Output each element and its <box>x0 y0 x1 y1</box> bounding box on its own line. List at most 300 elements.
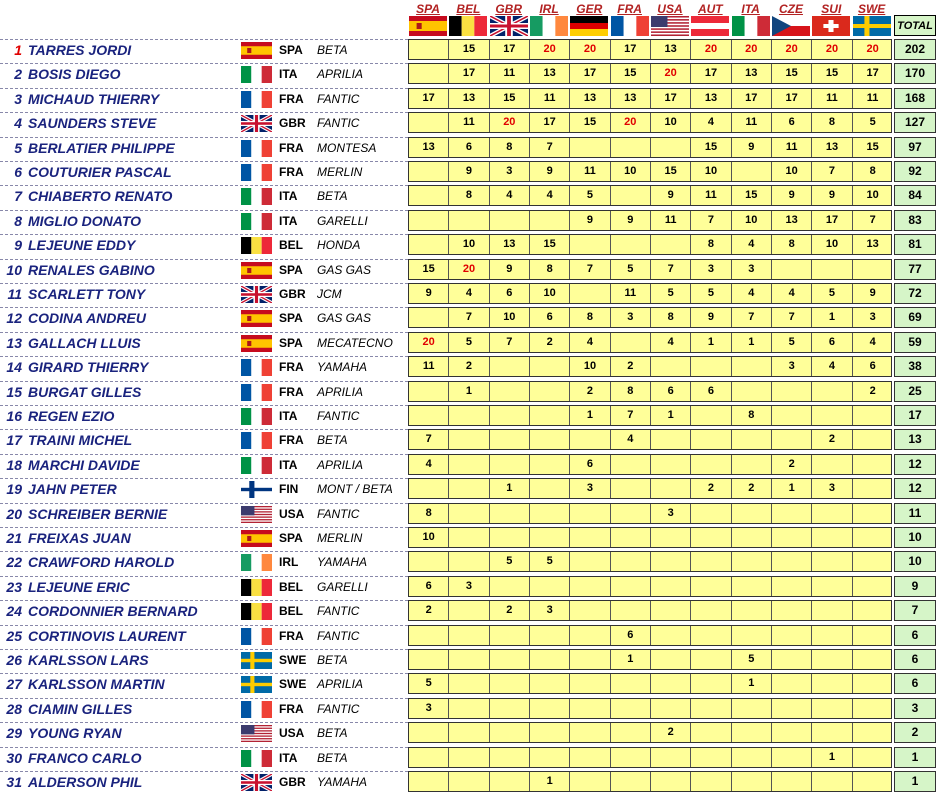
score-cell-ger <box>570 528 610 547</box>
round-label-cze: CZE <box>778 2 803 16</box>
total-cell: 81 <box>894 234 936 255</box>
score-cell-bel: 7 <box>449 308 489 327</box>
score-cell-cze <box>772 772 812 791</box>
spain-flag <box>241 262 272 279</box>
row-divider <box>0 259 408 260</box>
score-cell-usa: 8 <box>651 308 691 327</box>
score-cell-fra: 11 <box>611 284 651 303</box>
score-cell-aut: 10 <box>691 162 731 181</box>
rider-bike: APRILIA <box>317 457 364 472</box>
score-cells <box>408 88 892 109</box>
rider-nation: GBR <box>279 116 306 131</box>
score-cell-swe <box>853 455 893 474</box>
score-cell-usa <box>651 528 691 547</box>
score-cell-gbr <box>490 406 530 425</box>
score-cell-irl: 1 <box>530 772 570 791</box>
score-cell-spa <box>409 479 449 498</box>
score-cell-sui <box>812 455 852 474</box>
score-cell-usa <box>651 699 691 718</box>
total-cell: 127 <box>894 112 936 133</box>
row-divider <box>0 771 408 772</box>
score-cell-ger <box>570 577 610 596</box>
score-cell-ger <box>570 235 610 254</box>
score-cell-irl: 2 <box>530 333 570 352</box>
score-cell-irl: 4 <box>530 186 570 205</box>
rider-nation: ITA <box>279 750 298 765</box>
sweden-flag <box>241 676 272 693</box>
rider-nation: ITA <box>279 213 298 228</box>
score-cell-bel: 3 <box>449 577 489 596</box>
score-cell-bel <box>449 699 489 718</box>
score-cell-cze: 4 <box>772 284 812 303</box>
score-cell-aut <box>691 357 731 376</box>
score-cell-cze: 2 <box>772 455 812 474</box>
score-cell-ita: 1 <box>732 674 772 693</box>
score-cell-ita <box>732 748 772 767</box>
row-divider <box>0 503 408 504</box>
score-cell-bel <box>449 455 489 474</box>
rider-bike: APRILIA <box>317 677 364 692</box>
score-cell-usa: 3 <box>651 504 691 523</box>
row-divider <box>0 673 408 674</box>
score-cell-cze: 5 <box>772 333 812 352</box>
score-cell-swe: 3 <box>869 311 876 324</box>
rider-nation: FRA <box>279 360 304 375</box>
score-cell-fra: 10 <box>611 162 651 181</box>
score-cell-cze <box>772 406 812 425</box>
score-cell-ita <box>732 382 772 401</box>
score-cell-aut <box>691 406 731 425</box>
rider-position: 16 <box>6 408 22 424</box>
rider-bike: GAS GAS <box>317 262 372 277</box>
score-cell-bel <box>449 552 489 571</box>
score-cell-ita <box>732 626 772 645</box>
score-cell-ita <box>732 601 772 620</box>
rider-nation: SPA <box>279 335 303 350</box>
score-cell-irl: 11 <box>530 89 570 108</box>
score-cell-ita <box>732 430 772 449</box>
score-cell-usa: 9 <box>651 186 691 205</box>
row-divider <box>0 283 408 284</box>
score-cell-fra: 20 <box>611 113 651 132</box>
score-cell-ger: 2 <box>570 382 610 401</box>
score-cell-ger <box>570 772 610 791</box>
score-cell-gbr <box>490 772 530 791</box>
score-cell-ita <box>732 699 772 718</box>
score-cell-spa: 2 <box>409 601 449 620</box>
total-cell: 10 <box>894 527 936 548</box>
total-cell: 84 <box>894 185 936 206</box>
score-cell-aut: 8 <box>691 235 731 254</box>
round-label-spa: SPA <box>416 2 440 16</box>
score-cell-spa: 15 <box>409 260 449 279</box>
rider-bike: APRILIA <box>317 67 364 82</box>
score-cells <box>408 356 892 377</box>
row-divider <box>0 39 408 40</box>
score-cell-usa: 13 <box>651 40 691 59</box>
score-cell-swe: 4 <box>869 335 876 348</box>
score-cell-ger: 1 <box>570 406 610 425</box>
score-cell-bel <box>449 748 489 767</box>
score-cell-cze <box>772 260 812 279</box>
rider-position: 15 <box>6 383 22 400</box>
score-cell-irl: 8 <box>530 260 570 279</box>
score-cell-swe: 7 <box>869 213 876 226</box>
score-cell-ita: 11 <box>732 113 772 132</box>
score-cell-sui: 20 <box>812 40 852 59</box>
round-label-sui: SUI <box>821 2 842 16</box>
score-cell-swe <box>853 674 893 693</box>
score-cell-aut <box>691 528 731 547</box>
score-cell-gbr: 17 <box>490 40 530 59</box>
score-cell-sui <box>812 260 852 279</box>
score-cell-swe: 8 <box>869 165 876 177</box>
rider-position: 24 <box>6 603 22 620</box>
usa-flag <box>651 16 689 36</box>
score-cells <box>408 332 892 353</box>
score-cells <box>408 429 892 450</box>
rider-position: 6 <box>14 164 22 180</box>
score-cell-fra: 3 <box>611 308 651 327</box>
score-cell-fra: 7 <box>611 406 651 425</box>
score-cell-ita <box>732 528 772 547</box>
score-cell-spa <box>409 723 449 742</box>
score-cell-usa: 20 <box>651 64 691 83</box>
score-cell-aut <box>691 430 731 449</box>
score-cell-gbr <box>490 723 530 742</box>
score-cell-ger <box>570 284 610 303</box>
rider-name: BERLATIER PHILIPPE <box>28 139 175 156</box>
score-cell-aut <box>691 455 731 474</box>
rider-nation: BEL <box>279 579 303 594</box>
score-cell-ita <box>732 723 772 742</box>
rider-position: 4 <box>14 115 22 132</box>
score-cells <box>408 39 892 60</box>
rider-position: 11 <box>7 286 22 302</box>
score-cells <box>408 185 892 206</box>
score-cell-usa <box>651 479 691 498</box>
rider-nation: USA <box>279 506 305 521</box>
score-cells <box>408 405 892 426</box>
score-cell-cze: 11 <box>772 138 812 157</box>
score-cell-spa <box>409 40 449 59</box>
total-cell: 1 <box>894 747 936 768</box>
score-cell-spa: 17 <box>409 89 449 108</box>
score-cell-ita <box>732 504 772 523</box>
rider-bike: FANTIC <box>317 116 360 131</box>
score-cells <box>408 63 892 84</box>
row-divider <box>0 112 408 113</box>
score-cell-fra <box>611 699 651 718</box>
score-cell-bel: 1 <box>449 382 489 401</box>
row-divider <box>0 625 408 626</box>
score-cell-ger: 20 <box>570 40 610 59</box>
rider-nation: SPA <box>279 311 303 326</box>
score-cell-cze <box>772 577 812 596</box>
score-cell-sui <box>812 528 852 547</box>
score-cell-cze <box>772 430 812 449</box>
score-cells <box>408 137 892 158</box>
row-divider <box>0 551 408 552</box>
score-cell-sui: 2 <box>812 430 852 449</box>
score-cell-fra: 2 <box>611 357 651 376</box>
score-cell-ger <box>570 723 610 742</box>
score-cell-ger: 3 <box>570 479 610 498</box>
score-cells <box>408 771 892 792</box>
score-cell-spa <box>409 235 449 254</box>
score-cell-irl <box>530 382 570 401</box>
score-cell-cze <box>772 528 812 547</box>
score-cell-spa: 10 <box>409 528 449 547</box>
score-cell-fra <box>611 138 651 157</box>
rider-nation: FIN <box>279 482 299 497</box>
score-cell-swe: 10 <box>866 189 879 202</box>
score-cell-gbr: 11 <box>490 64 530 83</box>
score-cell-cze: 20 <box>772 40 812 59</box>
score-cell-ger: 11 <box>570 162 610 181</box>
score-cell-spa <box>409 162 449 181</box>
score-cell-usa <box>651 601 691 620</box>
score-cell-ger: 9 <box>570 211 610 230</box>
score-cells <box>408 381 892 402</box>
rider-bike: YAMAHA <box>317 775 368 789</box>
total-cell: 7 <box>894 600 936 621</box>
score-cell-aut: 17 <box>691 64 731 83</box>
uk-flag <box>241 774 272 791</box>
score-cell-swe: 15 <box>866 140 879 153</box>
rider-name: GIRARD THIERRY <box>28 359 149 376</box>
row-divider <box>0 307 408 308</box>
row-divider <box>0 234 408 235</box>
score-cell-aut: 11 <box>691 186 731 205</box>
rider-position: 3 <box>14 90 22 107</box>
rider-bike: FANTIC <box>317 701 360 716</box>
score-cell-ita <box>732 162 772 181</box>
score-cell-fra <box>611 186 651 205</box>
score-cell-ita: 17 <box>732 89 772 108</box>
score-cell-irl: 3 <box>530 601 570 620</box>
rider-position: 31 <box>6 774 22 790</box>
score-cell-aut: 4 <box>691 113 731 132</box>
score-cell-sui <box>812 504 852 523</box>
rider-name: LEJEUNE EDDY <box>28 237 136 254</box>
uk-flag <box>241 286 272 303</box>
belgium-flag <box>241 237 272 254</box>
score-cell-spa <box>409 308 449 327</box>
score-cell-ger <box>570 650 610 669</box>
rider-position: 18 <box>6 456 22 473</box>
total-cell: 97 <box>894 137 936 158</box>
rider-position: 20 <box>6 505 22 522</box>
total-cell: 72 <box>894 283 936 304</box>
score-cell-fra: 8 <box>611 382 651 401</box>
score-cell-bel: 4 <box>449 284 489 303</box>
usa-flag <box>241 506 272 523</box>
score-cell-aut <box>691 772 731 791</box>
rider-nation: SWE <box>279 677 307 692</box>
score-cell-sui: 7 <box>812 162 852 181</box>
rider-bike: MERLIN <box>317 531 363 545</box>
italy-flag <box>241 66 272 83</box>
rider-nation: USA <box>279 726 305 741</box>
score-cell-spa: 13 <box>409 138 449 157</box>
score-cell-gbr: 13 <box>490 235 530 254</box>
score-cell-swe: 9 <box>869 287 876 299</box>
ireland-flag <box>530 16 568 36</box>
row-divider <box>0 600 408 601</box>
rider-bike: BETA <box>317 726 348 741</box>
score-cell-swe <box>853 406 893 425</box>
round-label-swe: SWE <box>857 2 886 16</box>
rider-name: KARLSSON LARS <box>28 652 149 668</box>
total-cell: 9 <box>894 576 936 597</box>
score-cell-usa <box>651 674 691 693</box>
total-cell: 2 <box>894 722 936 743</box>
rider-nation: SWE <box>279 653 307 667</box>
rider-position: 25 <box>6 627 22 644</box>
score-cell-sui <box>812 577 852 596</box>
score-cell-ita: 13 <box>732 64 772 83</box>
score-cell-sui: 5 <box>812 284 852 303</box>
score-cell-fra <box>611 528 651 547</box>
score-cell-spa: 8 <box>409 504 449 523</box>
row-divider <box>0 527 408 528</box>
total-cell: 12 <box>894 478 936 499</box>
score-cell-gbr <box>490 504 530 523</box>
row-divider <box>0 161 408 162</box>
row-divider <box>0 185 408 186</box>
rider-bike: MERLIN <box>317 165 363 179</box>
score-cell-spa: 7 <box>409 430 449 449</box>
rider-bike: BETA <box>317 653 348 667</box>
score-cell-irl: 15 <box>530 235 570 254</box>
rider-name: KARLSSON MARTIN <box>28 676 165 693</box>
score-cell-cze: 3 <box>772 357 812 376</box>
score-cell-aut: 13 <box>691 89 731 108</box>
rider-name: YOUNG RYAN <box>28 725 122 742</box>
score-cell-bel <box>449 504 489 523</box>
score-cell-cze: 6 <box>772 113 812 132</box>
score-cell-fra: 15 <box>611 64 651 83</box>
rider-nation: FRA <box>279 140 304 155</box>
score-cell-cze <box>772 626 812 645</box>
total-cell: 202 <box>894 39 936 60</box>
score-cell-ger <box>570 748 610 767</box>
row-divider <box>0 88 408 89</box>
score-cell-fra: 4 <box>611 430 651 449</box>
score-cell-ita: 9 <box>732 138 772 157</box>
score-cells <box>408 527 892 548</box>
score-cell-sui: 9 <box>812 186 852 205</box>
row-divider <box>0 478 408 479</box>
row-divider <box>0 747 408 748</box>
score-cell-aut: 1 <box>691 333 731 352</box>
score-cell-gbr: 9 <box>490 260 530 279</box>
total-cell: 77 <box>894 259 936 280</box>
rider-bike: GARELLI <box>317 213 368 228</box>
score-cells <box>408 600 892 621</box>
score-cell-irl <box>530 455 570 474</box>
italy-flag <box>241 750 272 767</box>
austria-flag <box>691 16 729 36</box>
score-cell-gbr: 5 <box>490 552 530 571</box>
score-cell-sui: 10 <box>812 235 852 254</box>
round-label-ita: ITA <box>741 2 760 16</box>
score-cell-irl <box>530 699 570 718</box>
rider-bike: YAMAHA <box>317 360 368 375</box>
rider-bike: MONTESA <box>317 140 377 155</box>
score-cell-aut <box>691 699 731 718</box>
round-label-usa: USA <box>657 2 683 16</box>
score-cell-ger: 8 <box>570 308 610 327</box>
score-cell-cze: 13 <box>772 211 812 230</box>
uk-flag <box>490 16 528 36</box>
score-cell-bel: 13 <box>449 89 489 108</box>
score-cell-irl <box>530 504 570 523</box>
score-cell-spa <box>409 626 449 645</box>
rider-name: LEJEUNE ERIC <box>28 578 130 595</box>
score-cell-irl <box>530 626 570 645</box>
score-cell-ger <box>570 504 610 523</box>
score-cell-swe <box>853 748 893 767</box>
score-cell-irl <box>530 528 570 547</box>
france-flag <box>241 359 272 376</box>
spain-flag <box>241 530 272 547</box>
score-cell-gbr <box>490 211 530 230</box>
score-cell-sui: 13 <box>812 138 852 157</box>
total-cell: 6 <box>894 625 936 646</box>
rider-bike: YAMAHA <box>317 555 368 570</box>
rider-nation: FRA <box>279 91 304 106</box>
score-cell-swe <box>853 504 893 523</box>
score-cell-fra <box>611 674 651 693</box>
score-cell-aut <box>691 577 731 596</box>
ireland-flag <box>241 554 272 571</box>
score-cell-gbr <box>490 430 530 449</box>
total-cell: 10 <box>894 551 936 572</box>
score-cells <box>408 307 892 328</box>
score-cell-usa <box>651 626 691 645</box>
score-cell-gbr <box>490 382 530 401</box>
score-cell-fra <box>611 601 651 620</box>
rider-bike: FANTIC <box>317 506 360 521</box>
score-cell-ita: 8 <box>732 406 772 425</box>
score-cell-ita: 15 <box>732 186 772 205</box>
rider-bike: GAS GAS <box>317 311 372 326</box>
score-cell-fra: 6 <box>611 626 651 645</box>
score-cell-gbr: 15 <box>490 89 530 108</box>
score-cell-usa <box>651 577 691 596</box>
score-cell-gbr: 3 <box>490 162 530 181</box>
rider-position: 21 <box>6 530 22 546</box>
score-cell-cze <box>772 748 812 767</box>
score-cells <box>408 234 892 255</box>
italy-flag <box>241 188 272 205</box>
rider-position: 28 <box>6 700 22 717</box>
rider-nation: FRA <box>279 628 304 643</box>
score-cell-cze: 17 <box>772 89 812 108</box>
row-divider <box>0 356 408 357</box>
score-cell-cze <box>772 699 812 718</box>
rider-name: CRAWFORD HAROLD <box>28 554 175 571</box>
row-divider <box>0 63 408 64</box>
france-flag <box>241 384 272 401</box>
rider-nation: SPA <box>279 43 303 57</box>
score-cell-gbr <box>490 748 530 767</box>
score-cell-swe: 11 <box>866 91 879 104</box>
score-cell-bel <box>449 430 489 449</box>
score-cell-bel <box>449 626 489 645</box>
